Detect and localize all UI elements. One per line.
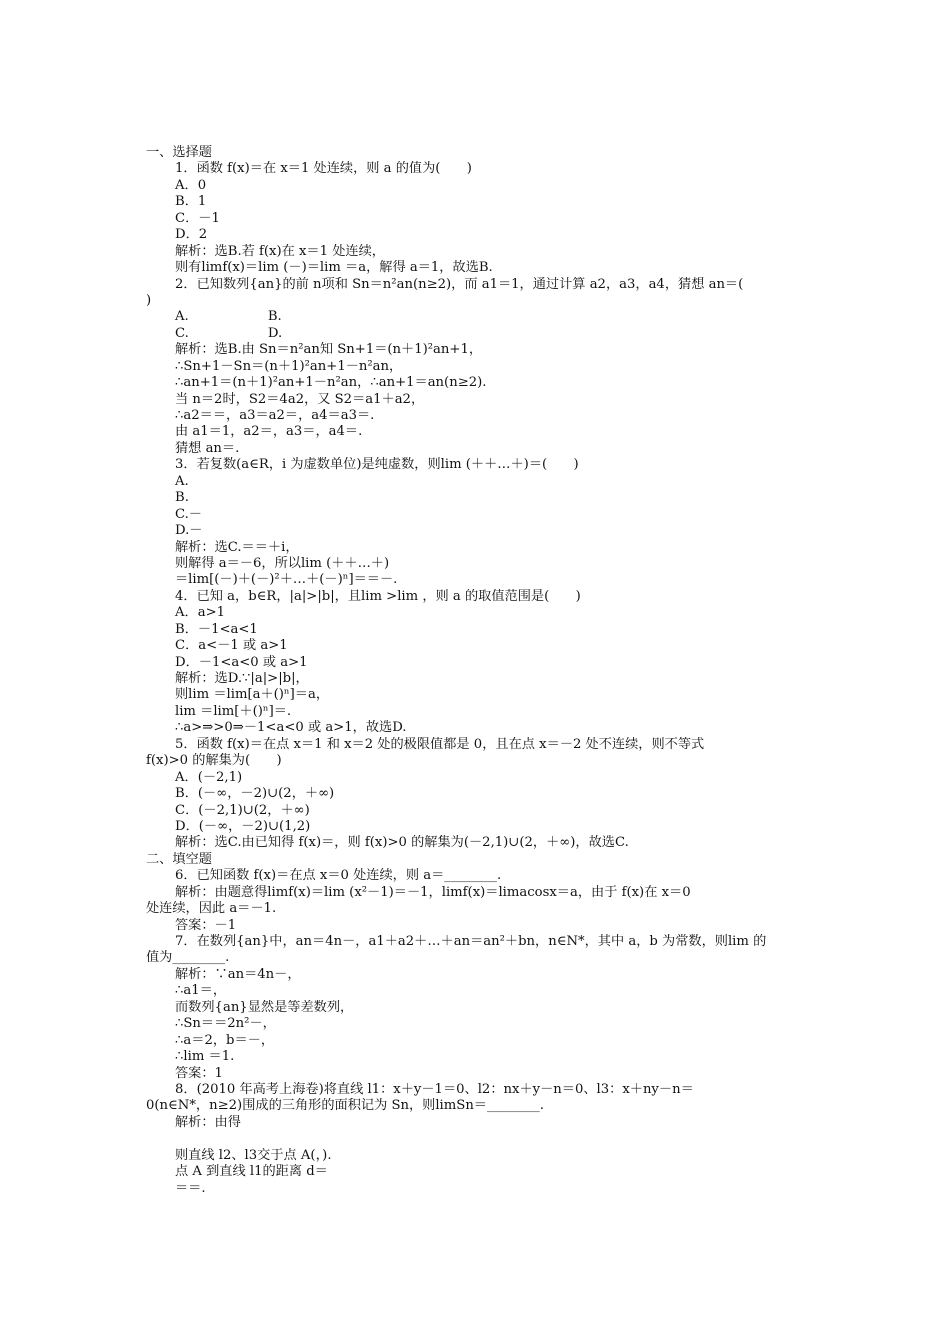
- q2-solution-line: 猜想 an＝.: [175, 440, 240, 456]
- q8-solution-line: ＝＝.: [175, 1180, 206, 1196]
- q4-solution-line: 解析：选D.∵|a|>|b|，: [175, 671, 309, 686]
- q3-solution-line: 则解得 a＝－6，所以lim (＋＋…＋): [175, 555, 390, 571]
- q1-option-c: C．－1: [175, 210, 220, 226]
- section-heading-fill: 二、填空题: [146, 851, 212, 867]
- question-8-continued: 0(n∈N*，n≥2)围成的三角形的面积记为 Sn，则limSn＝________.: [146, 1098, 544, 1114]
- q5-option-b: B．(－∞，－2)∪(2，＋∞): [175, 786, 335, 802]
- q1-option-a: A．0: [175, 177, 207, 193]
- question-6: 6．已知函数 f(x)＝在点 x＝0 处连续，则 a＝________.: [175, 868, 502, 884]
- q3-option-a: A.: [175, 473, 189, 489]
- q4-solution-line: 则lim ＝lim[a＋()ⁿ]＝a，: [175, 687, 330, 703]
- q4-option-c: C．a<－1 或 a>1: [175, 638, 288, 654]
- q7-solution-line: ∴a1＝，: [175, 983, 227, 999]
- q3-option-d: D.－: [175, 523, 203, 539]
- q3-solution-line: 解析：选C.＝＝＋i，: [175, 539, 299, 555]
- q4-option-b: B．－1<a<1: [175, 621, 258, 637]
- q1-option-b: B．1: [175, 194, 207, 210]
- q7-solution-line: ∴a＝2，b＝－，: [175, 1032, 275, 1048]
- q5-solution-line: 解析：选C.由已知得 f(x)＝，则 f(x)>0 的解集为(－2,1)∪(2，＋∞)，故选C.: [175, 835, 629, 851]
- section-heading-choice: 一、选择题: [146, 145, 212, 160]
- question-3: 3．若复数(a∈R，i 为虚数单位)是纯虚数，则lim (＋＋…＋)＝( ): [175, 457, 579, 473]
- q6-solution-line: 解析：由题意得limf(x)＝lim (x²－1)＝－1，limf(x)＝limacosx＝a，由于 f(x)在 x＝0: [175, 884, 691, 900]
- question-2-continued: ): [146, 292, 152, 308]
- q5-option-d: D．(－∞，－2)∪(1,2): [175, 818, 311, 834]
- q3-option-b: B.: [175, 490, 189, 506]
- question-7: 7．在数列{an}中，an＝4n－，a1＋a2＋…＋an＝an²＋bn，n∈N*，其中 a，b 为常数，则lim 的: [175, 934, 767, 949]
- q3-solution-line: ＝lim[(－)＋(－)²＋…＋(－)ⁿ]＝＝－.: [175, 572, 398, 588]
- q3-option-c: C.－: [175, 506, 202, 522]
- q4-option-a: A．a>1: [175, 605, 226, 621]
- q2-solution-line: ∴an+1＝(n＋1)²an+1－n²an，∴an+1＝an(n≥2).: [175, 375, 487, 391]
- q6-answer: 答案：－1: [175, 917, 237, 933]
- q4-solution-line: lim ＝lim[＋()ⁿ]＝.: [175, 703, 292, 719]
- blank-line: [146, 1131, 810, 1147]
- question-5-continued: f(x)>0 的解集为( ): [146, 753, 282, 769]
- question-8: 8．(2010 年高考上海卷)将直线 l1：x＋y－1＝0、l2：nx＋y－n＝0、l3：x＋ny－n＝: [175, 1081, 694, 1097]
- q5-option-a: A．(－2,1): [175, 769, 243, 785]
- q8-solution-line: 则直线 l2、l3交于点 A(，).: [175, 1147, 332, 1163]
- question-4: 4．已知 a，b∈R，|a|>|b|，且lim >lim ，则 a 的取值范围是( ): [175, 588, 581, 604]
- q1-option-d: D．2: [175, 227, 208, 243]
- q2-solution-line: ∴a2＝＝，a3＝a2＝，a4＝a3＝.: [175, 408, 375, 423]
- q1-solution-line: 解析：选B.若 f(x)在 x＝1 处连续，: [175, 243, 385, 259]
- question-2: 2．已知数列{an}的前 n项和 Sn＝n²an(n≥2)，而 a1＝1，通过计算 a2，a3，a4，猜想 an＝(: [175, 276, 744, 292]
- q7-solution-line: ∴Sn＝＝2n²－，: [175, 1016, 276, 1032]
- q2-options-ab: A. B.: [175, 309, 282, 325]
- q2-solution-line: ∴Sn+1－Sn＝(n＋1)²an+1－n²an，: [175, 358, 403, 374]
- q7-solution-line: 而数列{an}显然是等差数列，: [175, 999, 354, 1015]
- question-7-continued: 值为________.: [146, 950, 230, 966]
- q1-solution-line: 则有limf(x)＝lim (－)＝lim ＝a，解得 a＝1，故选B.: [175, 260, 493, 276]
- document-body: [146, 145, 810, 1197]
- q5-option-c: C．(－2,1)∪(2，＋∞): [175, 802, 310, 818]
- q2-solution-line: 由 a1＝1，a2＝，a3＝，a4＝.: [175, 424, 363, 440]
- q2-solution-line: 当 n＝2时，S2＝4a2，又 S2＝a1＋a2，: [175, 391, 425, 407]
- q4-option-d: D．－1<a<0 或 a>1: [175, 654, 308, 670]
- question-1: 1．函数 f(x)＝在 x＝1 处连续，则 a 的值为( ): [175, 161, 472, 177]
- question-5: 5．函数 f(x)＝在点 x＝1 和 x＝2 处的极限值都是 0，且在点 x＝－2 处不连续，则不等式: [175, 736, 705, 752]
- q6-solution-continued: 处连续，因此 a＝－1.: [146, 901, 277, 917]
- q7-solution-line: ∴lim ＝1.: [175, 1049, 235, 1065]
- q4-solution-line: ∴a>⇒>0⇒－1<a<0 或 a>1，故选D.: [175, 720, 407, 736]
- q2-options-cd: C. D.: [175, 325, 283, 341]
- q7-answer: 答案：1: [175, 1065, 223, 1081]
- q8-solution-line: 解析：由得: [175, 1114, 241, 1130]
- q8-solution-line: 点 A 到直线 l1的距离 d＝: [175, 1164, 328, 1180]
- q2-solution-line: 解析：选B.由 Sn＝n²an知 Sn+1＝(n＋1)²an+1，: [175, 342, 483, 358]
- q7-solution-line: 解析：∵an＝4n－，: [175, 966, 301, 982]
